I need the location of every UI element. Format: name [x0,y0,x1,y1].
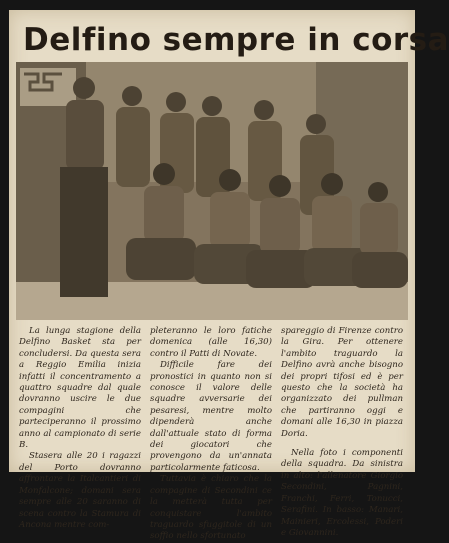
newspaper-clipping [9,10,449,542]
team-photo-image [16,62,408,320]
article-column-2 [150,326,272,542]
headline: Delfino sempre in corsa [23,22,449,58]
team-photo [16,62,408,320]
article-column-3 [281,326,403,538]
photo-caption: Nella foto i componenti della squadra. Da sinistra in alto: l'allenatore Giorgio Secondini, Pagnini, Franchi, Ferri, Tonucci, Serafini. In basso: Manari, Mainieri, Ercolessi, Poderi e Giovannini. [281,448,403,538]
paragraph: pleteranno le loro fatiche domenica (alle 16,30) contro il Patti di Novate. [150,326,272,359]
paragraph: La lunga stagione della Delfino Basket sta per concludersi. Da questa sera a Reggio Emilia inizia infatti il concentramento a quattro squadre dal quale dovranno uscire le due compagini che parteciperanno il prossimo anno al campionato di serie B. [19,326,141,451]
paragraph: Stasera alle 20 i ragazzi del Porto dovranno affrontare la Italcantieri di Monfalcone; domani sera sempre alle 20 saranno di scena contro la Stamura di Ancona mentre com- [19,451,141,530]
paragraph: Difficile fare dei pronostici in quanto non si conosce il valore delle squadre avversarie dei pesaresi, mentre molto dipenderà anche dall'attuale stato di forma dei giocatori che provengono da un'annata particolarmente faticosa. [150,360,272,473]
paragraph: Tuttavia è chiaro che la compagine di Secondini ce la metterà tutta per conquistare l'ambito traguardo sfuggitole di un soffio nello sfortunato [150,474,272,542]
article-column-1 [19,326,141,530]
paragraph: spareggio di Firenze contro la Gira. Per ottenere l'ambito traguardo la Delfino avrà anche bisogno dei propri tifosi ed è per questo che la società ha organizzato dei pullman che partiranno oggi e domani alle 16,30 in piazza Doria. [281,326,403,439]
